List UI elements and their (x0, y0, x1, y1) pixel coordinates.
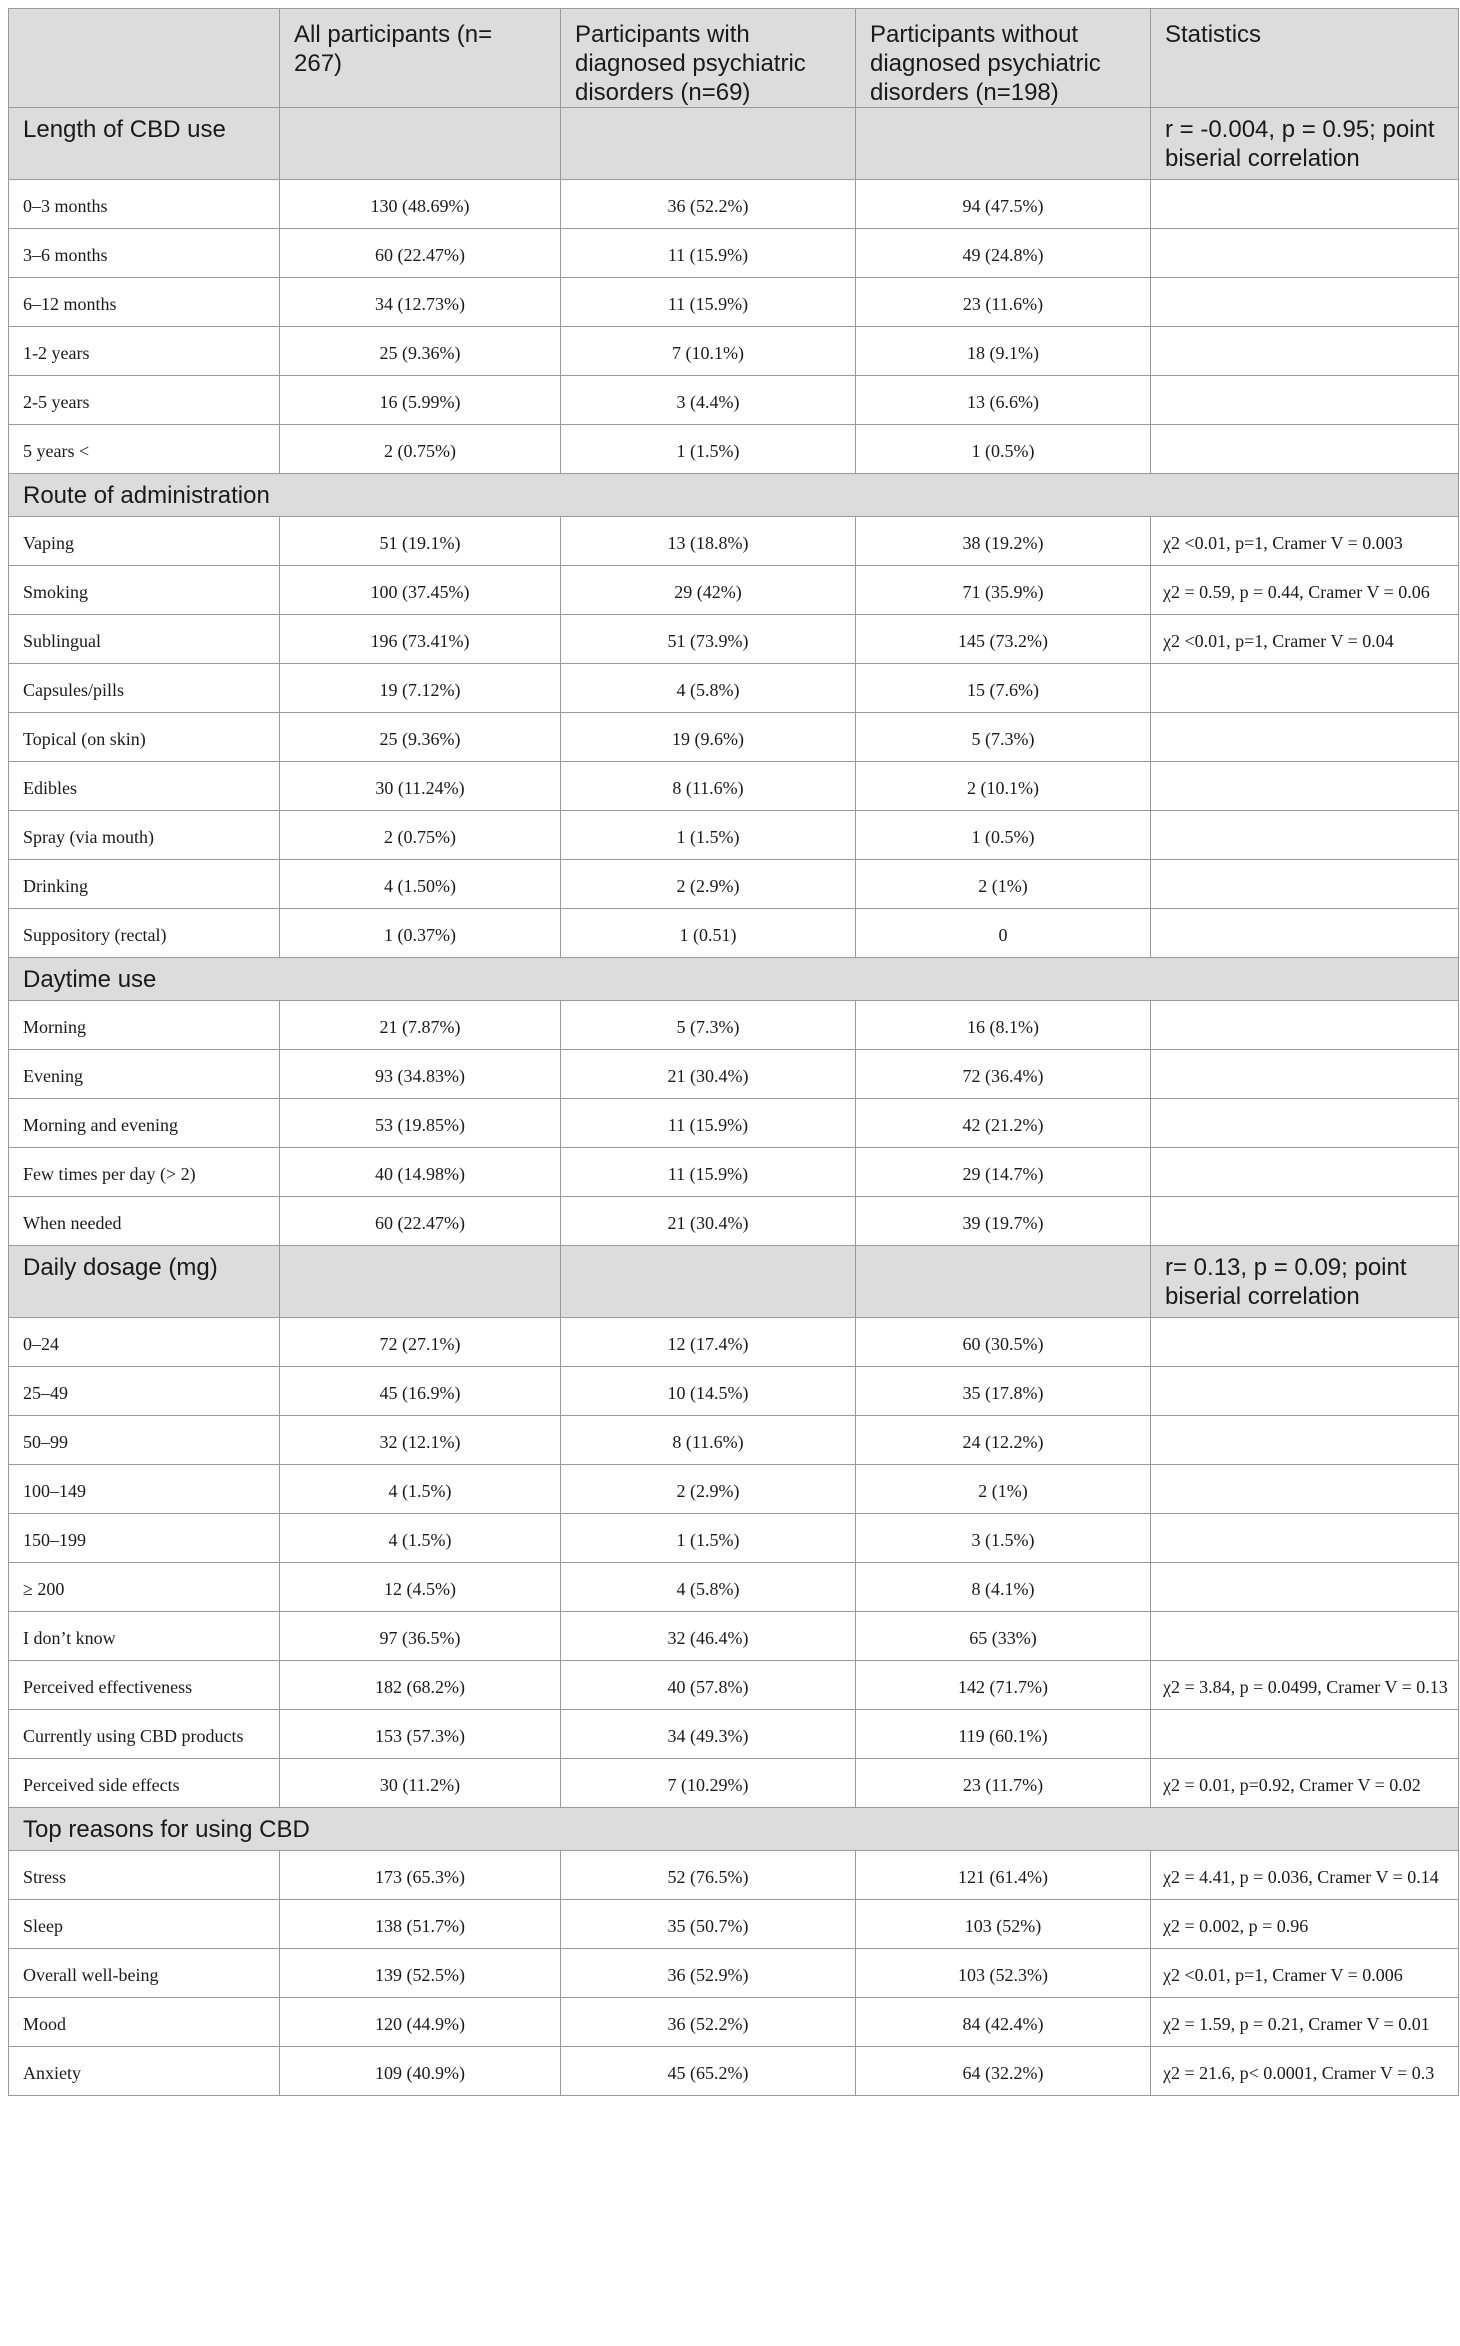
cell-with-disorders: 7 (10.29%) (561, 1759, 856, 1808)
table-row (9, 909, 1459, 958)
cell-statistic (1151, 860, 1459, 909)
row-label: 2-5 years (9, 376, 280, 425)
row-label: 6–12 months (9, 278, 280, 327)
cell-without-disorders: 119 (60.1%) (856, 1710, 1151, 1759)
cell-without-disorders: 72 (36.4%) (856, 1050, 1151, 1099)
table-row (9, 1612, 1459, 1661)
table-row (9, 2047, 1459, 2096)
row-label: Drinking (9, 860, 280, 909)
cell-all-participants: 93 (34.83%) (280, 1050, 561, 1099)
row-label: 100–149 (9, 1465, 280, 1514)
table-row (9, 229, 1459, 278)
cell-statistic: χ2 = 4.41, p = 0.036, Cramer V = 0.14 (1151, 1851, 1459, 1900)
cell-statistic: χ2 = 1.59, p = 0.21, Cramer V = 0.01 (1151, 1998, 1459, 2047)
header-row (9, 9, 1459, 108)
cell-with-disorders: 4 (5.8%) (561, 1563, 856, 1612)
section-row (9, 474, 1459, 517)
cell-with-disorders: 13 (18.8%) (561, 517, 856, 566)
cell-all-participants: 34 (12.73%) (280, 278, 561, 327)
cell-all-participants: 25 (9.36%) (280, 713, 561, 762)
section-row (9, 1808, 1459, 1851)
table-row (9, 860, 1459, 909)
cell-statistic (1151, 1367, 1459, 1416)
table-row (9, 1050, 1459, 1099)
table-row (9, 1367, 1459, 1416)
cell-without-disorders: 145 (73.2%) (856, 615, 1151, 664)
section-blank-cell (856, 1246, 1151, 1318)
row-label: Morning and evening (9, 1099, 280, 1148)
cell-statistic: χ2 = 21.6, p< 0.0001, Cramer V = 0.3 (1151, 2047, 1459, 2096)
cell-all-participants: 25 (9.36%) (280, 327, 561, 376)
cell-statistic: χ2 = 3.84, p = 0.0499, Cramer V = 0.13 (1151, 1661, 1459, 1710)
row-label: 0–3 months (9, 180, 280, 229)
cell-all-participants: 40 (14.98%) (280, 1148, 561, 1197)
cell-without-disorders: 142 (71.7%) (856, 1661, 1151, 1710)
cell-with-disorders: 35 (50.7%) (561, 1900, 856, 1949)
table-row (9, 1148, 1459, 1197)
cell-all-participants: 139 (52.5%) (280, 1949, 561, 1998)
table-row (9, 376, 1459, 425)
cell-without-disorders: 23 (11.6%) (856, 278, 1151, 327)
cell-all-participants: 72 (27.1%) (280, 1318, 561, 1367)
section-blank-cell (561, 108, 856, 180)
cell-without-disorders: 94 (47.5%) (856, 180, 1151, 229)
header-with-disorders: Participants with diagnosed psychiatric disorders (n=69) (561, 9, 856, 108)
row-label: Sublingual (9, 615, 280, 664)
cell-with-disorders: 11 (15.9%) (561, 1099, 856, 1148)
section-row (9, 1246, 1459, 1318)
cell-with-disorders: 29 (42%) (561, 566, 856, 615)
cell-all-participants: 2 (0.75%) (280, 425, 561, 474)
cell-all-participants: 60 (22.47%) (280, 229, 561, 278)
table-row (9, 1001, 1459, 1050)
cell-all-participants: 45 (16.9%) (280, 1367, 561, 1416)
cell-without-disorders: 71 (35.9%) (856, 566, 1151, 615)
table-row (9, 1197, 1459, 1246)
header-all-participants: All participants (n= 267) (280, 9, 561, 108)
section-blank-cell (561, 1246, 856, 1318)
section-label: Top reasons for using CBD (9, 1808, 1459, 1851)
cell-with-disorders: 5 (7.3%) (561, 1001, 856, 1050)
table-row (9, 425, 1459, 474)
cell-without-disorders: 2 (10.1%) (856, 762, 1151, 811)
cell-with-disorders: 52 (76.5%) (561, 1851, 856, 1900)
cell-without-disorders: 18 (9.1%) (856, 327, 1151, 376)
row-label: Perceived effectiveness (9, 1661, 280, 1710)
cell-all-participants: 51 (19.1%) (280, 517, 561, 566)
table-row (9, 1759, 1459, 1808)
table-row (9, 762, 1459, 811)
cell-without-disorders: 16 (8.1%) (856, 1001, 1151, 1050)
cell-without-disorders: 5 (7.3%) (856, 713, 1151, 762)
cell-without-disorders: 84 (42.4%) (856, 1998, 1151, 2047)
cell-with-disorders: 51 (73.9%) (561, 615, 856, 664)
header-empty (9, 9, 280, 108)
cell-without-disorders: 42 (21.2%) (856, 1099, 1151, 1148)
table-row (9, 664, 1459, 713)
cell-statistic (1151, 713, 1459, 762)
cell-with-disorders: 3 (4.4%) (561, 376, 856, 425)
cell-without-disorders: 3 (1.5%) (856, 1514, 1151, 1563)
cell-statistic (1151, 1050, 1459, 1099)
cell-without-disorders: 38 (19.2%) (856, 517, 1151, 566)
section-row (9, 108, 1459, 180)
cell-with-disorders: 1 (1.5%) (561, 425, 856, 474)
cell-statistic (1151, 1197, 1459, 1246)
table-row (9, 1949, 1459, 1998)
cell-all-participants: 100 (37.45%) (280, 566, 561, 615)
cell-all-participants: 1 (0.37%) (280, 909, 561, 958)
table-row (9, 713, 1459, 762)
cell-with-disorders: 1 (0.51) (561, 909, 856, 958)
cell-statistic: χ2 <0.01, p=1, Cramer V = 0.003 (1151, 517, 1459, 566)
cell-statistic: χ2 <0.01, p=1, Cramer V = 0.006 (1151, 1949, 1459, 1998)
row-label: Vaping (9, 517, 280, 566)
cell-statistic (1151, 664, 1459, 713)
cell-all-participants: 60 (22.47%) (280, 1197, 561, 1246)
cell-statistic (1151, 811, 1459, 860)
row-label: Sleep (9, 1900, 280, 1949)
row-label: Spray (via mouth) (9, 811, 280, 860)
row-label: 50–99 (9, 1416, 280, 1465)
cell-all-participants: 109 (40.9%) (280, 2047, 561, 2096)
cell-all-participants: 120 (44.9%) (280, 1998, 561, 2047)
cell-statistic (1151, 327, 1459, 376)
row-label: Evening (9, 1050, 280, 1099)
cell-statistic (1151, 909, 1459, 958)
cell-statistic (1151, 180, 1459, 229)
cell-all-participants: 21 (7.87%) (280, 1001, 561, 1050)
table-row (9, 1900, 1459, 1949)
cell-without-disorders: 103 (52%) (856, 1900, 1151, 1949)
cell-without-disorders: 35 (17.8%) (856, 1367, 1151, 1416)
cell-statistic (1151, 1514, 1459, 1563)
cell-statistic: χ2 = 0.002, p = 0.96 (1151, 1900, 1459, 1949)
row-label: ≥ 200 (9, 1563, 280, 1612)
cell-with-disorders: 45 (65.2%) (561, 2047, 856, 2096)
cell-statistic (1151, 762, 1459, 811)
cell-without-disorders: 103 (52.3%) (856, 1949, 1151, 1998)
cell-with-disorders: 11 (15.9%) (561, 229, 856, 278)
row-label: 3–6 months (9, 229, 280, 278)
row-label: 5 years < (9, 425, 280, 474)
cell-all-participants: 130 (48.69%) (280, 180, 561, 229)
cell-statistic (1151, 1318, 1459, 1367)
cell-with-disorders: 2 (2.9%) (561, 860, 856, 909)
cell-all-participants: 153 (57.3%) (280, 1710, 561, 1759)
row-label: Stress (9, 1851, 280, 1900)
cell-all-participants: 138 (51.7%) (280, 1900, 561, 1949)
cell-without-disorders: 23 (11.7%) (856, 1759, 1151, 1808)
cell-with-disorders: 11 (15.9%) (561, 278, 856, 327)
cell-with-disorders: 11 (15.9%) (561, 1148, 856, 1197)
row-label: 1-2 years (9, 327, 280, 376)
table-body (9, 108, 1459, 2096)
cell-with-disorders: 10 (14.5%) (561, 1367, 856, 1416)
table-row (9, 1998, 1459, 2047)
table-row (9, 180, 1459, 229)
cell-statistic (1151, 1099, 1459, 1148)
cell-statistic (1151, 1710, 1459, 1759)
row-label: 150–199 (9, 1514, 280, 1563)
table-row (9, 1710, 1459, 1759)
cell-without-disorders: 1 (0.5%) (856, 811, 1151, 860)
cell-with-disorders: 36 (52.2%) (561, 1998, 856, 2047)
row-label: Suppository (rectal) (9, 909, 280, 958)
cbd-use-table (8, 8, 1459, 2096)
table-row (9, 566, 1459, 615)
section-label: Daytime use (9, 958, 1459, 1001)
cell-with-disorders: 4 (5.8%) (561, 664, 856, 713)
table-row (9, 1465, 1459, 1514)
section-label: Daily dosage (mg) (9, 1246, 280, 1318)
section-label: Route of administration (9, 474, 1459, 517)
cell-with-disorders: 40 (57.8%) (561, 1661, 856, 1710)
table-row (9, 615, 1459, 664)
section-blank-cell (856, 108, 1151, 180)
header-without-disorders: Participants without diagnosed psychiatric disorders (n=198) (856, 9, 1151, 108)
table-row (9, 1099, 1459, 1148)
table-row (9, 278, 1459, 327)
cell-all-participants: 97 (36.5%) (280, 1612, 561, 1661)
cell-all-participants: 196 (73.41%) (280, 615, 561, 664)
cell-statistic (1151, 1416, 1459, 1465)
section-row (9, 958, 1459, 1001)
cell-with-disorders: 8 (11.6%) (561, 762, 856, 811)
table-row (9, 1318, 1459, 1367)
cell-with-disorders: 8 (11.6%) (561, 1416, 856, 1465)
cell-all-participants: 16 (5.99%) (280, 376, 561, 425)
cell-all-participants: 182 (68.2%) (280, 1661, 561, 1710)
cell-all-participants: 53 (19.85%) (280, 1099, 561, 1148)
cell-with-disorders: 12 (17.4%) (561, 1318, 856, 1367)
table-row (9, 1851, 1459, 1900)
cell-statistic: χ2 = 0.01, p=0.92, Cramer V = 0.02 (1151, 1759, 1459, 1808)
cell-with-disorders: 7 (10.1%) (561, 327, 856, 376)
table-row (9, 811, 1459, 860)
row-label: Edibles (9, 762, 280, 811)
results-table-container (8, 8, 1458, 2096)
cell-with-disorders: 36 (52.2%) (561, 180, 856, 229)
row-label: Currently using CBD products (9, 1710, 280, 1759)
cell-without-disorders: 65 (33%) (856, 1612, 1151, 1661)
row-label: Smoking (9, 566, 280, 615)
row-label: Topical (on skin) (9, 713, 280, 762)
cell-with-disorders: 34 (49.3%) (561, 1710, 856, 1759)
cell-all-participants: 32 (12.1%) (280, 1416, 561, 1465)
cell-statistic: χ2 <0.01, p=1, Cramer V = 0.04 (1151, 615, 1459, 664)
section-label: Length of CBD use (9, 108, 280, 180)
cell-without-disorders: 13 (6.6%) (856, 376, 1151, 425)
cell-statistic: χ2 = 0.59, p = 0.44, Cramer V = 0.06 (1151, 566, 1459, 615)
row-label: When needed (9, 1197, 280, 1246)
cell-without-disorders: 2 (1%) (856, 860, 1151, 909)
row-label: Anxiety (9, 2047, 280, 2096)
table-row (9, 1416, 1459, 1465)
cell-with-disorders: 21 (30.4%) (561, 1197, 856, 1246)
cell-without-disorders: 0 (856, 909, 1151, 958)
cell-all-participants: 2 (0.75%) (280, 811, 561, 860)
cell-with-disorders: 21 (30.4%) (561, 1050, 856, 1099)
cell-all-participants: 173 (65.3%) (280, 1851, 561, 1900)
cell-without-disorders: 29 (14.7%) (856, 1148, 1151, 1197)
table-row (9, 1661, 1459, 1710)
cell-without-disorders: 15 (7.6%) (856, 664, 1151, 713)
row-label: 25–49 (9, 1367, 280, 1416)
row-label: I don’t know (9, 1612, 280, 1661)
section-blank-cell (280, 1246, 561, 1318)
cell-statistic (1151, 278, 1459, 327)
cell-with-disorders: 36 (52.9%) (561, 1949, 856, 1998)
cell-all-participants: 4 (1.5%) (280, 1514, 561, 1563)
table-row (9, 517, 1459, 566)
section-statistic: r = -0.004, p = 0.95; point biserial correlation (1151, 108, 1459, 180)
row-label: Mood (9, 1998, 280, 2047)
row-label: Few times per day (> 2) (9, 1148, 280, 1197)
row-label: 0–24 (9, 1318, 280, 1367)
cell-without-disorders: 49 (24.8%) (856, 229, 1151, 278)
cell-all-participants: 12 (4.5%) (280, 1563, 561, 1612)
cell-without-disorders: 24 (12.2%) (856, 1416, 1151, 1465)
cell-with-disorders: 32 (46.4%) (561, 1612, 856, 1661)
table-row (9, 327, 1459, 376)
row-label: Perceived side effects (9, 1759, 280, 1808)
cell-without-disorders: 60 (30.5%) (856, 1318, 1151, 1367)
cell-all-participants: 30 (11.2%) (280, 1759, 561, 1808)
cell-without-disorders: 39 (19.7%) (856, 1197, 1151, 1246)
cell-without-disorders: 121 (61.4%) (856, 1851, 1151, 1900)
cell-statistic (1151, 376, 1459, 425)
cell-without-disorders: 8 (4.1%) (856, 1563, 1151, 1612)
cell-with-disorders: 2 (2.9%) (561, 1465, 856, 1514)
cell-statistic (1151, 1001, 1459, 1050)
table-row (9, 1563, 1459, 1612)
cell-statistic (1151, 1563, 1459, 1612)
cell-with-disorders: 19 (9.6%) (561, 713, 856, 762)
cell-all-participants: 4 (1.5%) (280, 1465, 561, 1514)
cell-statistic (1151, 1148, 1459, 1197)
cell-with-disorders: 1 (1.5%) (561, 811, 856, 860)
cell-statistic (1151, 229, 1459, 278)
section-statistic: r= 0.13, p = 0.09; point biserial correlation (1151, 1246, 1459, 1318)
row-label: Capsules/pills (9, 664, 280, 713)
table-header (9, 9, 1459, 108)
row-label: Overall well-being (9, 1949, 280, 1998)
cell-all-participants: 4 (1.50%) (280, 860, 561, 909)
cell-all-participants: 30 (11.24%) (280, 762, 561, 811)
cell-statistic (1151, 425, 1459, 474)
section-blank-cell (280, 108, 561, 180)
table-row (9, 1514, 1459, 1563)
cell-without-disorders: 2 (1%) (856, 1465, 1151, 1514)
cell-without-disorders: 1 (0.5%) (856, 425, 1151, 474)
cell-statistic (1151, 1612, 1459, 1661)
cell-with-disorders: 1 (1.5%) (561, 1514, 856, 1563)
cell-without-disorders: 64 (32.2%) (856, 2047, 1151, 2096)
row-label: Morning (9, 1001, 280, 1050)
cell-all-participants: 19 (7.12%) (280, 664, 561, 713)
cell-statistic (1151, 1465, 1459, 1514)
header-statistics: Statistics (1151, 9, 1459, 108)
